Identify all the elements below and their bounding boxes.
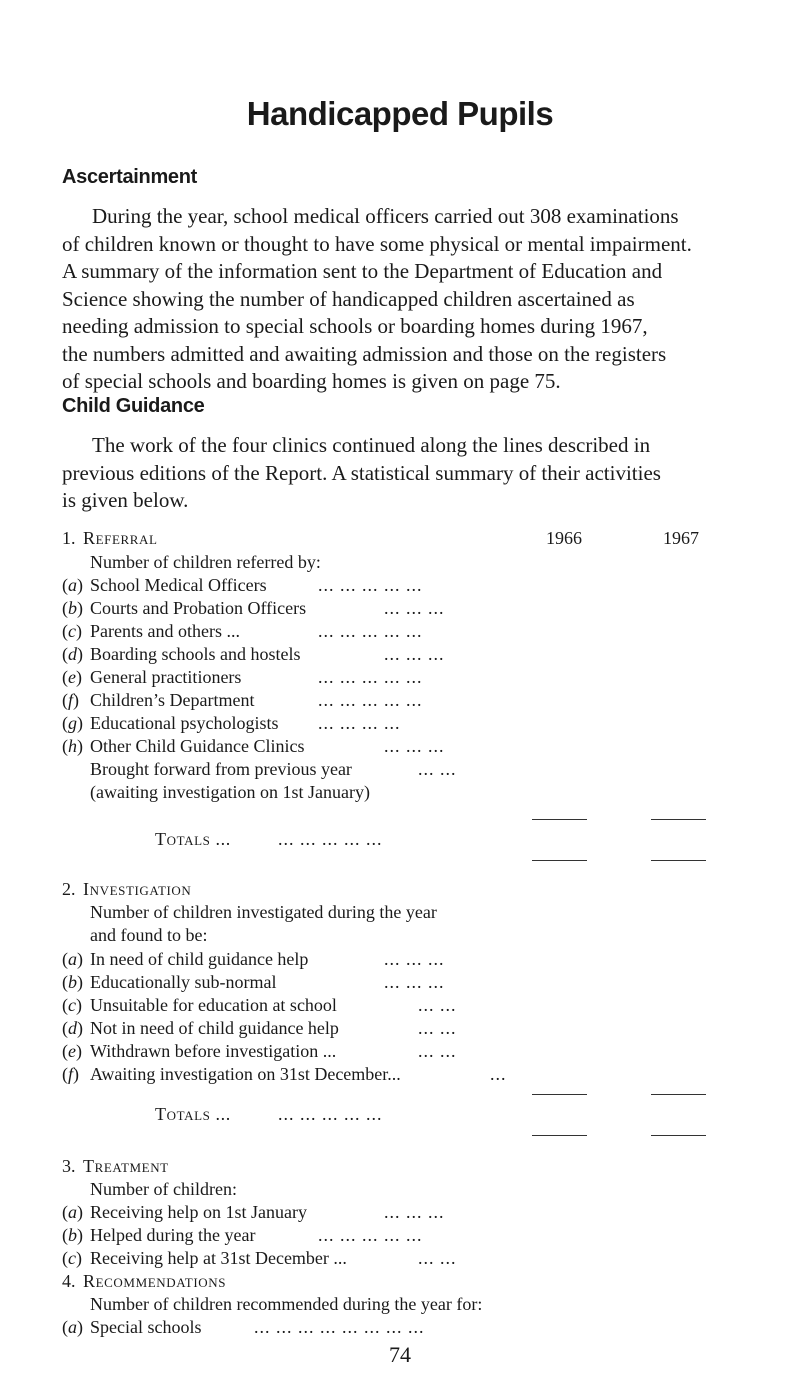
section-intro: Number of children recommended during the year for: (90, 1294, 483, 1314)
section-intro: Number of children referred by: (90, 552, 321, 572)
column-header-1966: 1966 (546, 528, 582, 548)
column-header-1967: 1967 (663, 528, 699, 548)
para-line: of special schools and boarding homes is given on page 75. (62, 369, 561, 393)
sum-rule (532, 819, 587, 820)
para-line: the numbers admitted and awaiting admission and those on the registers (62, 341, 667, 366)
sum-rule (651, 1135, 706, 1136)
para-line: A summary of the information sent to the Department of Education and (62, 259, 663, 283)
page-number: 74 (389, 1342, 411, 1367)
para-line: needing admission to special schools or boarding homes during 1967, (62, 314, 648, 338)
sum-rule (651, 1094, 706, 1095)
para-line: The work of the four clinics continued along the lines described in (92, 433, 651, 457)
document-page: Handicapped Pupils Ascertainment During the year, school medical officers carried out 308 examinations of children known or thought to have some physical or mental impairment. A summary of the information sent to the Department of Education and Science showing the number of handicapped children ascertained as needing admission to special schools or boarding homes during 1967, the numbers admitted and awaiting admission and those on the registers of special schools and boarding homes is given on page 75. Child Guidance The work of the four clinics continued along the lines described in previous editions of the Report. A statistical summary of their activities is given below. 1. Referral 1966 1967 Number of children referred by: (a) School Medical Officers ... ... ... ... ... (b) Courts and Probation Officers ... ... ... (c) Parents and others ... ... ... ... ... ... (d) Boarding schools and hostels ... ... ... (e) General practitioners ... ... ... ... ... (f) Children’s Department ... ... ... ... ... (g) Educational psychologists ... ... ... ... (h) Other Child Guidance Clinics ... ... ... Brought forward from previous year ... ... (awaiting investigation on 1st January) Totals ... ... ... ... ... ... 2. Investigation Number of children investigated during the year and found to be: (a) In need of child guidance help ... ... ... (b) Educationally sub-normal ... ... ... (c) Unsuitable for education at school ... ... (d) Not in need of child guidance help ... ... (e) Withdrawn before investigation ... ... ... (f) Awaiting investigation on 31st December... ... Totals ... ... ... ... ... ... 3. Treatment Number of children: (a) Receiving help on 1st January ... ... ... (b) Helped during the year ... ... ... ... ... (c) Receiving help at 31st December ... ... ... 4. Recommendations Number of children recommended during the year for: (a) Special schools ... ... ... ... ... ... ... ... 74 (0, 0, 800, 1390)
sum-rule (532, 860, 587, 861)
section-title: Recommendations (83, 1271, 227, 1291)
child-guidance-heading: Child Guidance (62, 395, 205, 417)
section-title: Investigation (83, 879, 192, 899)
section-intro: Number of children: (90, 1179, 237, 1199)
sum-rule (532, 1135, 587, 1136)
child-guidance-paragraph (62, 432, 742, 515)
ascertainment-heading: Ascertainment (62, 166, 198, 188)
sum-rule (651, 860, 706, 861)
ascertainment-paragraph (62, 203, 742, 396)
para-line: Science showing the number of handicapped children ascertained as (62, 286, 635, 311)
section-intro: Number of children investigated during the year (90, 902, 437, 922)
page-title: Handicapped Pupils (246, 95, 554, 132)
para-line: During the year, school medical officers carried out 308 examinations (92, 204, 679, 228)
para-line: of children known or thought to have some physical or mental impairment. (62, 231, 692, 256)
sum-rule (651, 819, 706, 820)
sum-rule (532, 1094, 587, 1095)
para-line: is given below. (62, 488, 189, 512)
section-title: Treatment (83, 1156, 169, 1176)
section-title: Referral (83, 528, 158, 548)
para-line: previous editions of the Report. A statistical summary of their activities (62, 460, 661, 485)
